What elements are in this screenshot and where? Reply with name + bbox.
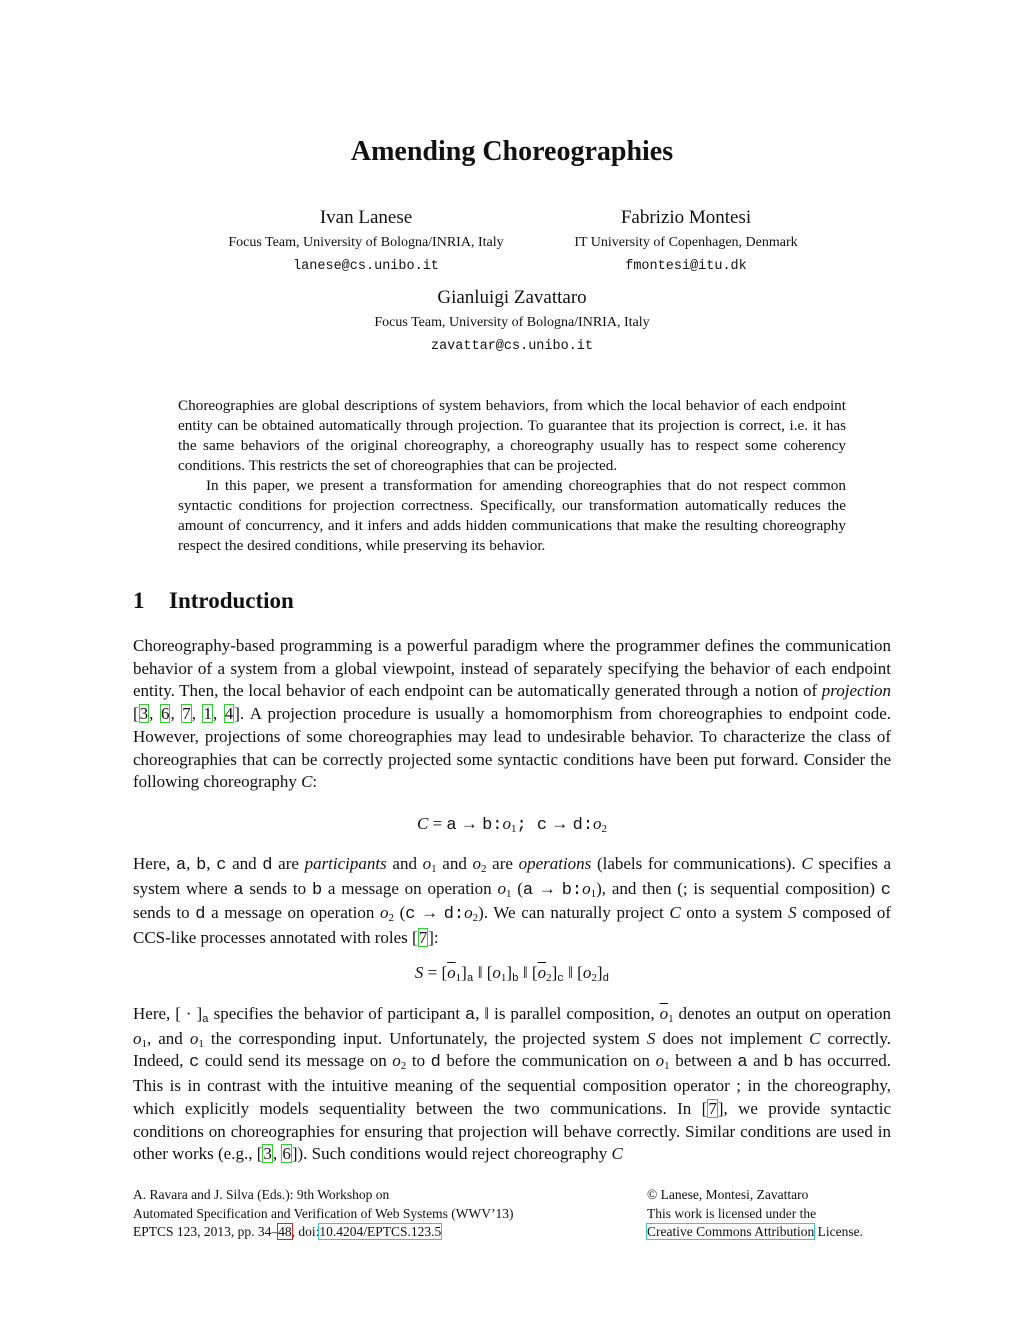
math: o bbox=[422, 854, 432, 873]
section-heading-introduction bbox=[133, 588, 294, 614]
text: : bbox=[312, 772, 318, 792]
text: composed of CCS-like processes annotated with roles [ bbox=[133, 903, 892, 948]
emphasis: operations bbox=[518, 854, 592, 873]
math: 1 bbox=[431, 863, 437, 875]
text: ), and then (; is sequential composition) bbox=[596, 878, 881, 898]
math: d bbox=[430, 1053, 441, 1073]
text: ], we provide syntactic conditions on choreographies for ensuring that projection will behave correctly. Similar conditions are used in other works (e.g., [ bbox=[133, 1098, 891, 1164]
math: 1 bbox=[664, 1060, 670, 1073]
citation-link[interactable]: 3 bbox=[263, 1144, 272, 1164]
math: b bbox=[196, 856, 207, 875]
text: between bbox=[669, 1051, 738, 1071]
math: o bbox=[582, 878, 591, 898]
math: b bbox=[783, 1053, 794, 1073]
math: o bbox=[472, 854, 481, 873]
math: 1 bbox=[511, 823, 517, 835]
math: → bbox=[456, 814, 483, 833]
math: S bbox=[788, 903, 797, 923]
math: ‖ [ bbox=[563, 963, 583, 982]
math: o bbox=[133, 1028, 142, 1048]
text: ( bbox=[393, 903, 406, 923]
citation-link[interactable]: 7 bbox=[708, 1098, 717, 1118]
math: o bbox=[464, 903, 473, 923]
text: denotes an output on operation bbox=[673, 1004, 891, 1023]
math: a bbox=[737, 1053, 748, 1073]
math: → bbox=[415, 903, 444, 923]
math: b: bbox=[482, 816, 503, 835]
author-affiliation: Focus Team, University of Bologna/INRIA, Italy bbox=[228, 235, 504, 250]
math: ] bbox=[596, 963, 603, 982]
math: ‖ [ bbox=[518, 963, 538, 982]
math: a bbox=[522, 880, 534, 900]
abstract bbox=[178, 396, 846, 556]
emphasis: participants bbox=[304, 854, 387, 873]
math: $\overline{o}$ bbox=[659, 1004, 669, 1023]
text: License. bbox=[814, 1224, 863, 1239]
math: ‖ [ bbox=[473, 963, 493, 982]
equation-system bbox=[0, 963, 1024, 983]
citation-link[interactable]: 6 bbox=[160, 704, 170, 724]
author-block-lanese bbox=[180, 204, 552, 278]
footer-line bbox=[133, 1223, 603, 1242]
math: 1 bbox=[500, 972, 507, 984]
text: does not implement bbox=[655, 1028, 810, 1048]
math: 2 bbox=[388, 912, 394, 925]
intro-paragraph-1: Choreography-based programming is a powerful paradigm where the programmer defines the communication behavior of a system from a global viewpoint, instead of separately specifying the behavior of each endpoint entity. Then, the local behavior of each endpoint can be automatically generated through a notion of projection [3, 6, 7, 1, 4]. A projection procedure is usually a homomorphism from choreographies to endpoint code. However, projections of some choreographies may lead to undesirable behavior. To characterize the class of choreographies that can be correctly projected some syntactic conditions have been put forward. Consider the following choreography C: bbox=[133, 636, 892, 792]
text: Choreography-based programming is a powerful paradigm where the programmer defines the communication behavior of a system from a global viewpoint, instead of separately specifying the behavior of each endpoint entity. Then, the local behavior of each endpoint can be automatically generated through a notion of bbox=[133, 636, 891, 701]
math: 1 bbox=[590, 887, 597, 900]
math: o bbox=[392, 1051, 401, 1071]
text: to bbox=[406, 1051, 431, 1071]
math: 2 bbox=[601, 823, 608, 835]
equation-choreography bbox=[0, 814, 1024, 835]
text: are bbox=[486, 854, 519, 873]
text: before the communication on bbox=[440, 1051, 656, 1071]
math: C bbox=[416, 814, 429, 833]
math: o bbox=[492, 963, 501, 982]
author-block-zavattaro bbox=[326, 284, 698, 358]
math: c bbox=[405, 905, 416, 925]
author-name: Fabrizio Montesi bbox=[620, 207, 752, 228]
abstract-paragraph-1: Choreographies are global descriptions of system behaviors, from which the local behavior of each endpoint entity can be obtained automatically through projection. To guarantee that its projection is correct, i.e. it has the same behaviors of the original choreography, a choreography usually has to respect some coherency conditions. This restricts the set of choreographies that can be projected. bbox=[178, 397, 846, 474]
math: 1 bbox=[141, 1037, 147, 1050]
text: correctly. Indeed, bbox=[133, 1028, 891, 1071]
math: a bbox=[466, 973, 474, 985]
math: = bbox=[428, 814, 447, 833]
author-name: Ivan Lanese bbox=[319, 207, 413, 228]
text: [ bbox=[133, 704, 139, 724]
math: a bbox=[465, 1006, 476, 1025]
author-affiliation: Focus Team, University of Bologna/INRIA, Italy bbox=[374, 315, 650, 330]
copyright-notice: © Lanese, Montesi, Zavattaro bbox=[647, 1187, 809, 1202]
math: ] bbox=[506, 963, 513, 982]
citation-link[interactable]: 7 bbox=[182, 704, 191, 724]
doi-link[interactable]: 10.4204/EPTCS.123.5 bbox=[319, 1224, 442, 1239]
math: d bbox=[195, 905, 206, 925]
math: 2 bbox=[400, 1060, 407, 1073]
math: 1 bbox=[505, 887, 512, 900]
math: a bbox=[175, 856, 187, 875]
math: S bbox=[646, 1028, 656, 1048]
math: → bbox=[547, 814, 573, 833]
footer-line: A. Ravara and J. Silva (Eds.): 9th Workshop on bbox=[133, 1187, 390, 1202]
text: the corresponding input. Unfortunately, the projected system bbox=[203, 1028, 647, 1048]
text: and bbox=[386, 854, 423, 873]
math: c bbox=[880, 880, 891, 900]
math: ] bbox=[551, 963, 558, 982]
math: a bbox=[446, 816, 457, 835]
text: sends to bbox=[133, 903, 196, 923]
text: , doi: bbox=[291, 1224, 320, 1239]
section-number: 1 bbox=[133, 588, 145, 613]
footer-line bbox=[647, 1223, 907, 1242]
author-affiliation: IT University of Copenhagen, Denmark bbox=[574, 235, 798, 250]
math: ; bbox=[516, 816, 537, 835]
text: , bbox=[186, 854, 197, 873]
math: 2 bbox=[546, 972, 552, 984]
footer-publication-info bbox=[133, 1186, 603, 1242]
math: a bbox=[202, 1014, 209, 1026]
paper-title: Amending Choreographies bbox=[350, 136, 674, 167]
text: a message on operation bbox=[322, 878, 498, 898]
math: o bbox=[189, 1028, 199, 1048]
math: 2 bbox=[480, 863, 487, 875]
citation-link[interactable]: 6 bbox=[282, 1144, 291, 1164]
intro-paragraph-3: Here, [ · ]$_a$ specifies the behavior of participant a, ‖ is parallel composition, $\overline{o}_1$ denotes an output on operation $o_1$, and $o_1$ the corresponding input. Unfortunately, the projected system S does not implement C correctly. Indeed, c could send its message on $o_2$ to d before the communication on $o_1$ between a and b has occurred. This is in contrast with the intuitive meaning of the sequential composition operator ; in the choreography, which explicitly models sequentiality between the two communications. In [7], we provide syntactic conditions on choreographies for ensuring that projection will behave correctly. Similar conditions are used in other works (e.g., [3, 6]). Such conditions would reject choreography C bbox=[133, 1004, 892, 1164]
math: → bbox=[533, 878, 562, 898]
text: sends to bbox=[243, 878, 312, 898]
math: o bbox=[582, 963, 592, 982]
text: specifies a system where bbox=[133, 854, 892, 898]
math: = [ bbox=[423, 963, 448, 982]
math: ] bbox=[461, 963, 467, 982]
math: d: bbox=[572, 816, 594, 835]
citation-link[interactable]: 7 bbox=[418, 928, 428, 948]
text: and bbox=[226, 854, 263, 873]
math: b: bbox=[561, 880, 583, 900]
section-title: Introduction bbox=[169, 588, 294, 613]
author-email[interactable]: zavattar@cs.unibo.it bbox=[430, 339, 594, 354]
citation-link[interactable]: 1 bbox=[203, 704, 212, 724]
citation-link[interactable]: 4 bbox=[224, 704, 234, 724]
text: Here, bbox=[133, 1004, 176, 1023]
text: ]: bbox=[428, 928, 439, 948]
text: ( bbox=[511, 878, 523, 898]
math: c bbox=[216, 856, 227, 875]
text: has occurred. This is in contrast with the intuitive meaning of the sequential composition operator ; in the choreography, which explicitly models sequentiality between the two communications. In [ bbox=[133, 1051, 892, 1118]
math: C bbox=[611, 1144, 623, 1164]
math: d: bbox=[443, 905, 465, 925]
text: ]. A projection procedure is usually a homomorphism from choreographies to endpoint code. However, projections of some choreographies may lead to undesirable behavior. To characterize the class of choreographies that can be correctly projected some syntactic conditions have been put forward. Consider the following choreography bbox=[133, 704, 892, 792]
text: are bbox=[272, 854, 305, 873]
math: c bbox=[189, 1053, 200, 1073]
math: 2 bbox=[472, 912, 479, 925]
text: and bbox=[747, 1051, 784, 1071]
intro-paragraph-2 bbox=[133, 853, 891, 950]
text: , ‖ is parallel composition, bbox=[475, 1004, 660, 1023]
footer-line: Automated Specification and Verification of Web Systems (WWV’13) bbox=[133, 1205, 514, 1221]
math: $\overline{o}$ bbox=[447, 963, 456, 982]
text: EPTCS 123, 2013, pp. 34– bbox=[133, 1224, 279, 1239]
text: could send its message on bbox=[199, 1051, 393, 1071]
text: ]). Such conditions would reject choreography bbox=[291, 1144, 612, 1164]
math: [ · ] bbox=[175, 1004, 203, 1023]
math: 2 bbox=[591, 972, 597, 984]
math: d bbox=[262, 856, 273, 875]
math: o bbox=[502, 814, 512, 833]
footer-line: This work is licensed under the bbox=[647, 1205, 817, 1221]
text: Here, bbox=[133, 854, 176, 873]
math: o bbox=[379, 903, 389, 923]
text: , and bbox=[147, 1028, 190, 1048]
text: a message on operation bbox=[205, 903, 380, 923]
math: c bbox=[557, 973, 564, 985]
math: b bbox=[311, 880, 323, 900]
author-name: Gianluigi Zavattaro bbox=[437, 287, 587, 308]
text: and bbox=[436, 854, 473, 873]
math: 1 bbox=[668, 1013, 674, 1025]
math: o bbox=[497, 878, 506, 898]
author-email[interactable]: lanese@cs.unibo.it bbox=[293, 259, 439, 274]
math: a bbox=[233, 880, 244, 900]
footer-license-info bbox=[647, 1186, 907, 1242]
author-block-montesi bbox=[500, 204, 872, 278]
text: , bbox=[206, 854, 217, 873]
math: C bbox=[801, 854, 813, 873]
math: S bbox=[414, 963, 424, 982]
emphasis: projection bbox=[821, 681, 891, 701]
math: C bbox=[809, 1028, 821, 1048]
text: onto a system bbox=[680, 903, 789, 923]
text: specifies the behavior of participant bbox=[208, 1004, 466, 1023]
text: (labels for communications). bbox=[591, 854, 802, 873]
math: b bbox=[512, 973, 519, 985]
license-link[interactable]: Creative Commons Attribution bbox=[647, 1224, 815, 1239]
math: 1 bbox=[198, 1037, 204, 1050]
math: o bbox=[655, 1051, 665, 1071]
math: C bbox=[669, 903, 681, 923]
math: c bbox=[536, 816, 548, 835]
author-email[interactable]: fmontesi@itu.dk bbox=[625, 259, 747, 274]
abstract-paragraph-2: In this paper, we present a transformation for amending choreographies that do not respect common syntactic conditions for projection correctness. Specifically, our transformation automatically reduces the amount of concurrency, and it infers and adds hidden communications that make the resulting choreography respect the desired conditions, while preserving its behavior. bbox=[178, 477, 846, 554]
math: o bbox=[593, 814, 602, 833]
text: ). We can naturally project bbox=[478, 903, 670, 923]
math: 1 bbox=[455, 972, 462, 984]
page-end-link[interactable]: 48 bbox=[278, 1224, 292, 1239]
math: C bbox=[301, 772, 313, 792]
math: d bbox=[602, 973, 610, 985]
citation-link[interactable]: 3 bbox=[139, 704, 149, 724]
math: $\overline{o}$ bbox=[537, 963, 547, 982]
